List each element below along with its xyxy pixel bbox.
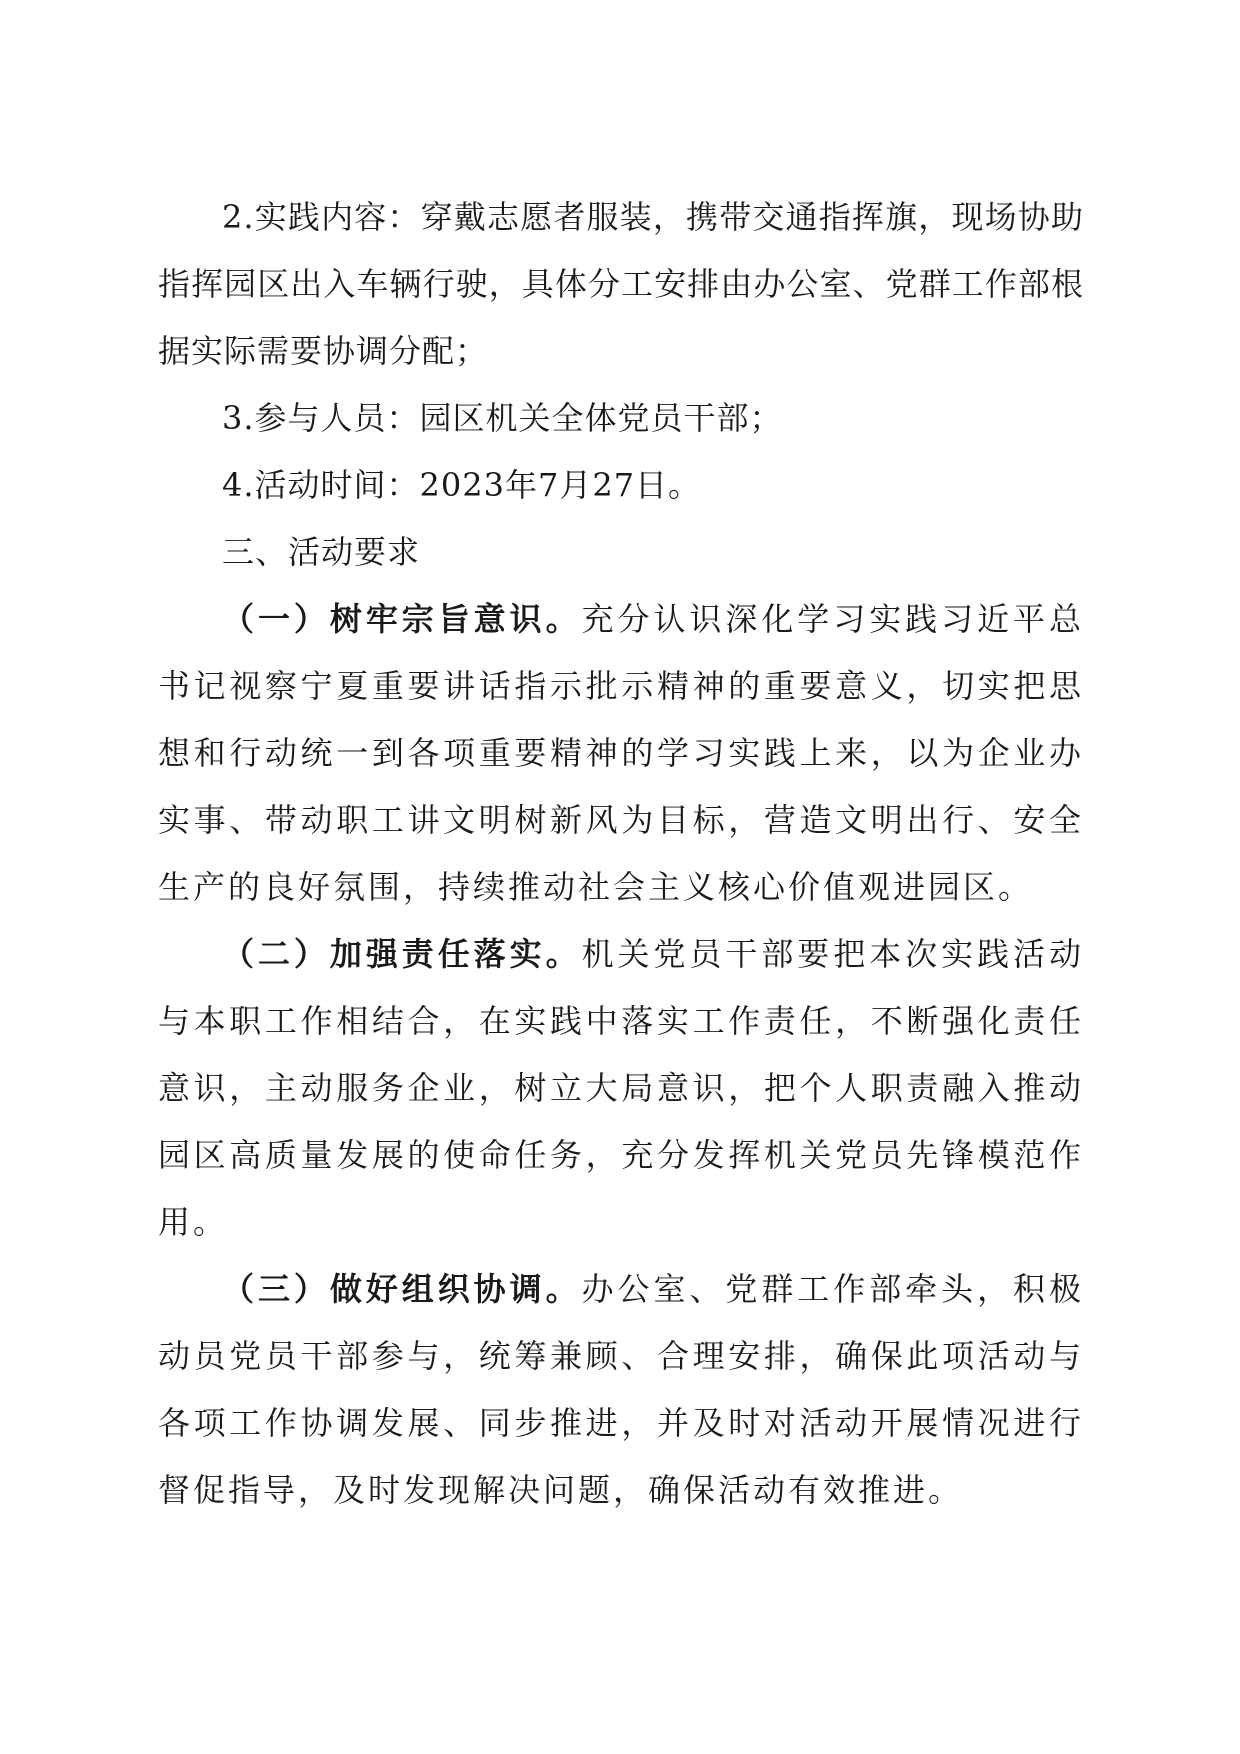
section-heading-requirements: 三、活动要求 (222, 533, 421, 571)
practice-content-paragraph: 2.实践内容：穿戴志愿者服装，携带交通指挥旗，现场协助指挥园区出入车辆行驶，具体分工安排由办公室、党群工作部根据实际需要协调分配； (158, 198, 1084, 370)
requirement-paragraph-3 (158, 1256, 1084, 1524)
document-page (158, 184, 1084, 1524)
requirement-paragraph-2 (158, 921, 1084, 1256)
requirement-text-1: 充分认识深化学习实践习近平总书记视察宁夏重要讲话指示批示精神的重要意义，切实把思想和行动统一到各项重要精神的学习实践上来，以为企业办实事、带动职工讲文明树新风为目标，营造文明出行、安全生产的良好氛围，持续推动社会主义核心价值观进园区。 (158, 600, 1084, 906)
requirement-lead-1: （一）树牢宗旨意识。 (222, 600, 582, 638)
requirement-text-2: 机关党员干部要把本次实践活动与本职工作相结合，在实践中落实工作责任，不断强化责任意识，主动服务企业，树立大局意识，把个人职责融入推动园区高质量发展的使命任务，充分发挥机关党员先锋模范作用。 (158, 935, 1084, 1241)
requirement-lead-2: （二）加强责任落实。 (222, 935, 582, 973)
requirement-text-3: 办公室、党群工作部牵头，积极动员党员干部参与，统筹兼顾、合理安排，确保此项活动与各项工作协调发展、同步推进，并及时对活动开展情况进行督促指导，及时发现解决问题，确保活动有效推进。 (158, 1270, 1084, 1509)
activity-time-paragraph: 4.活动时间：2023年7月27日。 (222, 466, 702, 504)
requirement-paragraph-1 (158, 586, 1084, 921)
participants-paragraph: 3.参与人员：园区机关全体党员干部； (222, 399, 783, 437)
requirement-lead-3: （三）做好组织协调。 (222, 1270, 582, 1308)
